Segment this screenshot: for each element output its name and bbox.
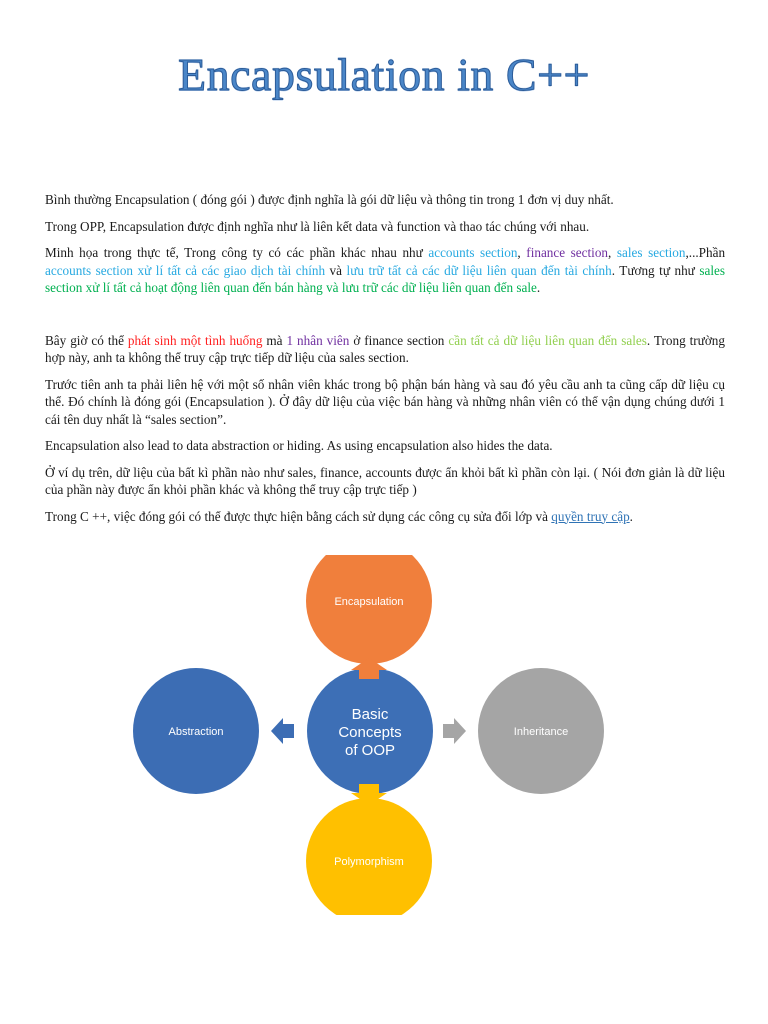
text-run: , [517, 245, 527, 260]
document-body [45, 191, 725, 534]
text-run: ở finance section [349, 332, 449, 348]
paragraph-cpp [45, 508, 725, 526]
text-run: mà [262, 332, 287, 348]
polymorphism-label: Polymorphism [334, 856, 404, 868]
finance-section-text: finance section [526, 245, 609, 260]
text-run: Minh họa trong thực tế, Trong công ty có các phần khác nhau như [45, 245, 429, 260]
sales-description-text: sales section xử lí tất cả hoạt động liên quan đến bán hàng và lưu trữ các dữ liệu liên quan đến sale [45, 262, 725, 295]
text-run: . [629, 508, 633, 524]
text-run: và [325, 262, 347, 278]
needs-text: cần tất cả dữ liệu liên quan đến sales [448, 332, 647, 348]
arrow-left-icon [271, 718, 294, 744]
page-title: Encapsulation in C++ [178, 49, 590, 100]
storage-description-text: lưu trữ tất cả các dữ liệu liên quan đến tài chính [346, 262, 612, 278]
oop-concepts-diagram [0, 555, 768, 915]
paragraph-contact: Trước tiên anh ta phải liên hệ với một số nhân viên khác trong bộ phận bán hàng và sau đó yêu cầu anh ta cũng cấp dữ liệu cụ thể. Đó chính là đóng gói (Encapsulation ). Ở đây dữ liệu của việc bán hàng và những nhân viên có thể vận dụng chúng dưới 1 cái tên duy nhất là “sales section”. [45, 376, 725, 427]
abstraction-label: Abstraction [168, 726, 224, 738]
arrow-right-icon [443, 718, 466, 744]
accounts-section-text: accounts section [428, 245, 518, 260]
sales-section-text: sales section [616, 245, 686, 260]
accounts-description-text: accounts section xử lí tất cả các giao dịch tài chính [45, 262, 326, 278]
access-rights-link[interactable]: quyền truy cập [551, 508, 630, 524]
inheritance-label: Inheritance [513, 726, 569, 738]
text-run: Trong C ++, việc đóng gói có thể được thực hiện bằng cách sử dụng các công cụ sửa đổi lớp và [45, 508, 552, 524]
paragraph-oop-definition: Trong OPP, Encapsulation được định nghĩa như là liên kết data và function và thao tác chúng với nhau. [45, 218, 590, 234]
paragraph-illustration [45, 244, 725, 297]
center-line-1: Basic [351, 706, 389, 723]
text-run: . Tương tự như [611, 262, 700, 278]
situation-text: phát sinh một tình huống [127, 332, 263, 348]
employee-text: 1 nhân viên [286, 332, 350, 348]
center-line-3: of OOP [344, 742, 396, 759]
text-run: . [536, 280, 541, 295]
paragraph-abstraction: Encapsulation also lead to data abstraction or hiding. As using encapsulation also hides the data. [45, 438, 553, 453]
paragraph-situation [45, 332, 725, 367]
center-line-2: Concepts [338, 724, 402, 741]
encapsulation-circle [306, 555, 432, 664]
paragraph-definition: Bình thường Encapsulation ( đóng gói ) được định nghĩa là gói dữ liệu và thông tin trong 1 đơn vị duy nhất. [45, 192, 614, 207]
text-run: , [608, 245, 617, 260]
text-run: . Trong trường hợp này, anh ta không thể truy cập trực tiếp dữ liệu của sales section. [45, 332, 725, 365]
text-run: Bây giờ có thể [45, 332, 128, 348]
text-run: ,...Phần [685, 245, 726, 260]
encapsulation-label: Encapsulation [334, 596, 404, 608]
paragraph-example: Ở ví dụ trên, dữ liệu của bất kì phần nào như sales, finance, accounts được ẩn khỏi bất kì phần còn lại. ( Nói đơn giản là dữ liệu của phần này được ẩn khỏi phần khác và không thể truy cập trực tiếp ) [45, 464, 725, 497]
title-container [0, 48, 768, 101]
